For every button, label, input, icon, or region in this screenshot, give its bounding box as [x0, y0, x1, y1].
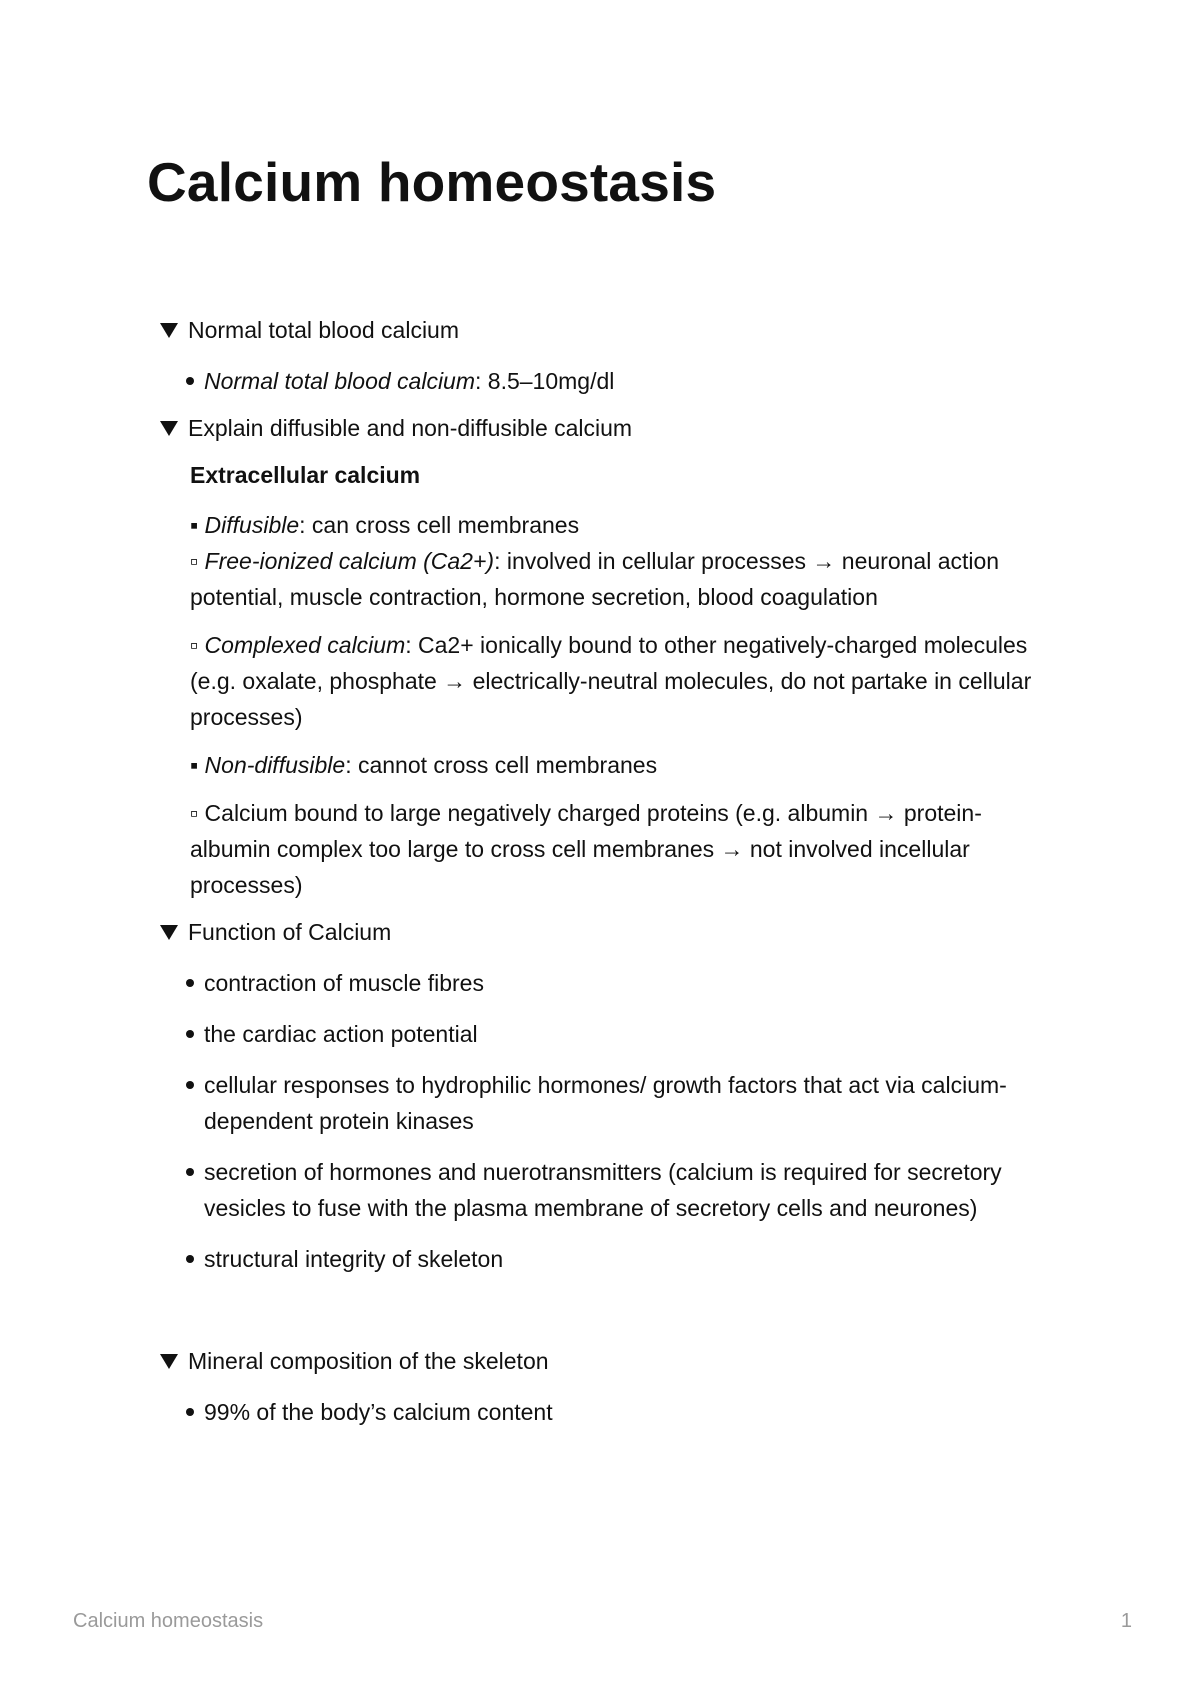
- bullet-dot-icon: [186, 1081, 194, 1089]
- hollow-square-bullet-icon: ▫: [190, 632, 205, 658]
- bullet-list: [160, 363, 1060, 399]
- list-item-text: cellular responses to hydrophilic hormones/ growth factors that act via calcium-dependent protein kinases: [204, 1072, 1007, 1134]
- toggle-diffusible-calcium[interactable]: [160, 410, 1060, 446]
- toggle-content: [190, 457, 1060, 903]
- list-item: [160, 1067, 1060, 1139]
- paragraph-text: : Ca2+ ionically bound to other negatively-charged molecules (e.g. oxalate, phosphate → electrically-neutral molecules, do not partake in cellular processes): [190, 632, 1032, 730]
- paragraph-complexed: [190, 627, 1060, 735]
- list-item-text: contraction of muscle fibres: [204, 970, 484, 996]
- toggle-heading: Mineral composition of the skeleton: [188, 1348, 549, 1374]
- bullet-list: [160, 965, 1060, 1277]
- toggle-heading: Explain diffusible and non-diffusible calcium: [188, 415, 633, 441]
- paragraph-text: : involved in cellular processes → neuronal action potential, muscle contraction, hormone secretion, blood coagulation: [190, 548, 1000, 610]
- paragraph-text: : can cross cell membranes: [299, 512, 580, 538]
- list-item: [160, 1016, 1060, 1052]
- paragraph-non-diffusible: [190, 747, 1060, 783]
- list-item: [160, 1154, 1060, 1226]
- list-item: [160, 363, 1060, 399]
- bullet-dot-icon: [186, 377, 194, 385]
- toggle-triangle-icon[interactable]: [160, 421, 178, 436]
- bullet-dot-icon: [186, 1030, 194, 1038]
- toggle-heading: Function of Calcium: [188, 919, 392, 945]
- list-item-text: 99% of the body’s calcium content: [204, 1399, 553, 1425]
- toggle-triangle-icon[interactable]: [160, 925, 178, 940]
- list-item: [160, 965, 1060, 1001]
- paragraph-bound-calcium: ▫ Calcium bound to large negatively charged proteins (e.g. albumin → protein-albumin complex too large to cross cell membranes → not involved incellular processes): [190, 800, 982, 898]
- subheading: Extracellular calcium: [190, 462, 421, 488]
- toggle-mineral-composition[interactable]: [160, 1343, 1060, 1379]
- square-bullet-icon: ▪: [190, 752, 205, 778]
- footer-document-name: Calcium homeostasis: [73, 1610, 264, 1632]
- footer-page-number: 1: [1120, 1610, 1132, 1632]
- list-item-text: secretion of hormones and nuerotransmitters (calcium is required for secretory vesicles to fuse with the plasma membrane of secretory cells and neurones): [204, 1159, 1002, 1221]
- paragraph-free-ionized: [190, 543, 1060, 615]
- hollow-square-bullet-icon: ▫: [190, 548, 205, 574]
- list-item-text: the cardiac action potential: [204, 1021, 478, 1047]
- italic-term: Complexed calcium: [204, 632, 406, 658]
- list-item: [160, 1241, 1060, 1277]
- list-item-text: : 8.5–10mg/dl: [475, 368, 615, 394]
- italic-term: Free-ionized calcium (Ca2+): [204, 548, 495, 574]
- list-item-text: structural integrity of skeleton: [204, 1246, 504, 1272]
- toggle-heading: Normal total blood calcium: [188, 317, 460, 343]
- toggle-function-of-calcium[interactable]: [160, 914, 1060, 950]
- paragraph-text: : cannot cross cell membranes: [345, 752, 658, 778]
- italic-term: Non-diffusible: [204, 752, 346, 778]
- list-item: [160, 1394, 1060, 1430]
- italic-term: Normal total blood calcium: [204, 368, 476, 394]
- page-title: Calcium homeostasis: [147, 151, 717, 213]
- paragraph-diffusible: [190, 507, 1060, 543]
- bullet-dot-icon: [186, 1408, 194, 1416]
- italic-term: Diffusible: [204, 512, 300, 538]
- toggle-normal-blood-calcium[interactable]: [160, 312, 1060, 348]
- square-bullet-icon: ▪: [190, 512, 205, 538]
- document-body: [160, 312, 1060, 1430]
- bullet-dot-icon: [186, 1255, 194, 1263]
- toggle-triangle-icon[interactable]: [160, 323, 178, 338]
- toggle-triangle-icon[interactable]: [160, 1354, 178, 1369]
- bullet-list: [160, 1394, 1060, 1430]
- bullet-dot-icon: [186, 979, 194, 987]
- bullet-dot-icon: [186, 1168, 194, 1176]
